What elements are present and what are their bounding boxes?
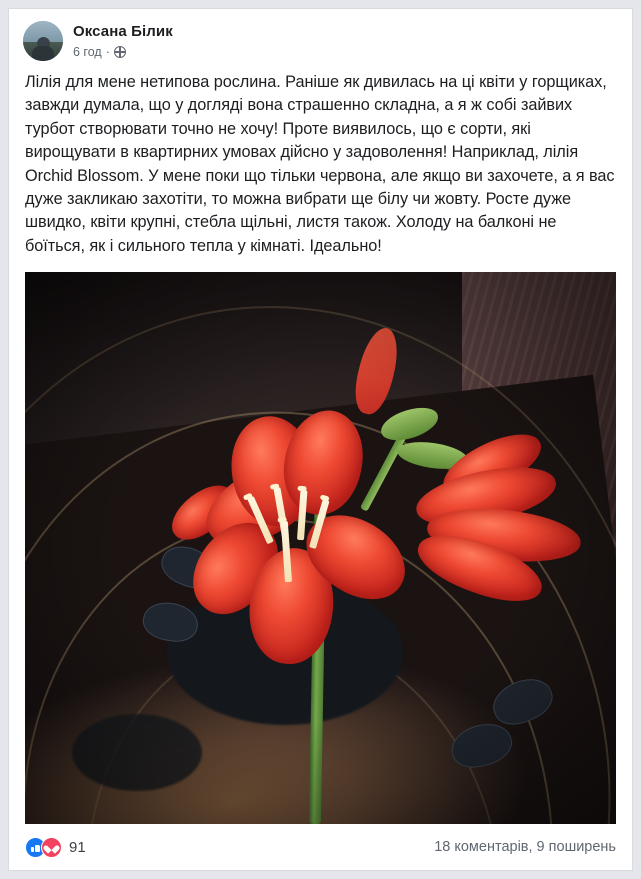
post-text: Лілія для мене нетипова рослина. Раніше як дивилась на ці квіти у горщиках, завжди думала, що у догляді вона страшенно складна, а я ж собі зайвих турбот створювати точно не хочу! Проте виявилось, що є сорти, які вирощувати в квартирних умовах дійсно у задоволення! Наприклад, лілія Orchid Blossom. У мене поки що тільки червона, але якщо ви захочете, а я вас дуже закликаю захотіти, то можна вибрати ще білу чи жовту. Росте дуже швидко, квіти крупні, стебла щільні, листя також. Холоду на балконі не боїться, як і сильного тепла у кімнаті. Ідеально!: [25, 73, 619, 255]
post-header: [9, 9, 632, 63]
globe-icon[interactable]: [114, 46, 126, 58]
post-footer: [9, 824, 632, 870]
post-meta: [73, 44, 173, 60]
author-name[interactable]: Оксана Білик: [73, 23, 173, 40]
post-timestamp[interactable]: 6 год: [73, 45, 102, 59]
post-photo[interactable]: [25, 272, 616, 824]
avatar-figure-body: [32, 46, 54, 61]
photo-canvas: [25, 272, 616, 824]
love-icon: [41, 837, 62, 858]
post-header-text: [73, 21, 173, 60]
avatar[interactable]: [23, 21, 63, 61]
reactions-summary[interactable]: [25, 837, 86, 858]
post-card: [8, 8, 633, 871]
meta-separator: ·: [105, 45, 110, 59]
reaction-count: 91: [69, 838, 86, 856]
photo-shadow: [72, 714, 202, 791]
comments-shares-count[interactable]: 18 коментарів, 9 поширень: [434, 839, 616, 855]
